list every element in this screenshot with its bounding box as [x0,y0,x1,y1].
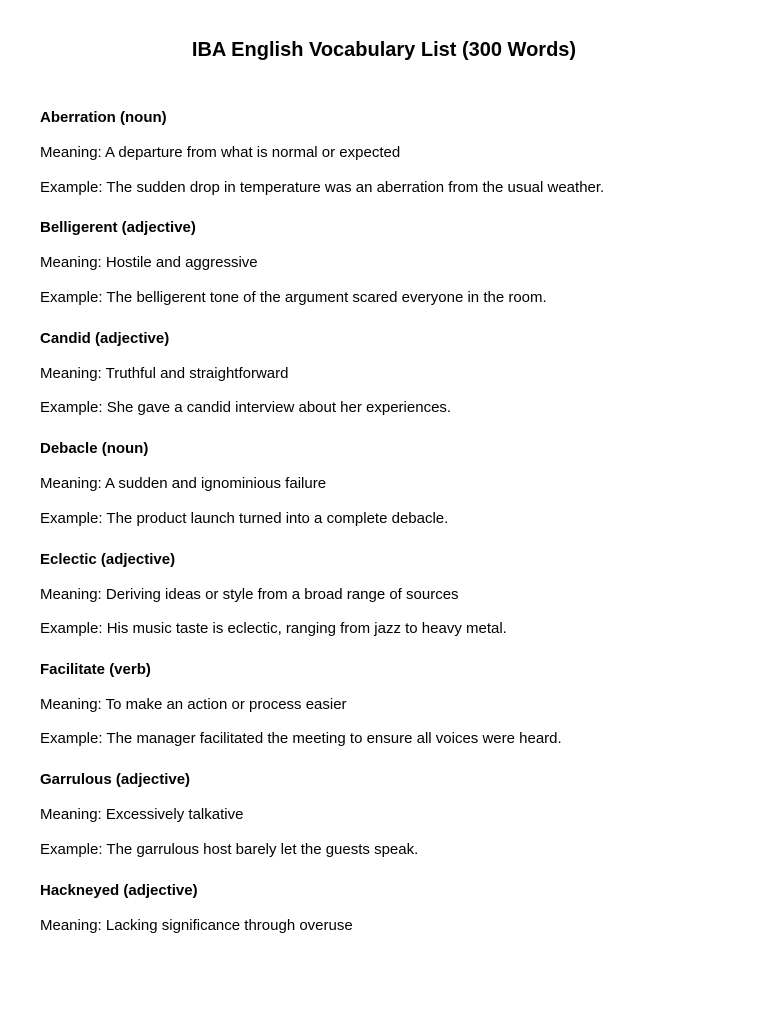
entry-term: Belligerent (adjective) [40,219,196,237]
entry-term: Aberration (noun) [40,109,167,126]
entry-meaning: Meaning: Lacking significance through overuse [40,916,353,934]
entry-meaning: Meaning: Excessively talkative [40,806,244,824]
entry-example: Example: The sudden drop in temperature was an aberration from the usual weather. [40,178,605,196]
vocabulary-entry [40,439,728,549]
entry-term: Facilitate (verb) [40,660,151,678]
entry-term: Garrulous (adjective) [40,771,191,789]
entry-term: Eclectic (adjective) [40,550,176,568]
entry-meaning: Meaning: Deriving ideas or style from a broad range of sources [40,585,459,603]
vocabulary-entry [40,329,728,439]
entry-meaning: Meaning: A departure from what is normal or expected [40,144,401,161]
vocabulary-entry [40,550,728,660]
entry-example: Example: The garrulous host barely let the guests speak. [40,840,419,858]
entry-meaning: Meaning: A sudden and ignominious failure [40,475,327,493]
entry-meaning: Meaning: To make an action or process easier [40,695,347,713]
vocabulary-entry [40,770,728,880]
vocabulary-entry [40,660,728,770]
entry-example: Example: The belligerent tone of the argument scared everyone in the room. [40,288,547,306]
entry-meaning: Meaning: Truthful and straightforward [40,364,289,382]
vocabulary-entry [40,218,728,328]
entry-example: Example: The manager facilitated the meeting to ensure all voices were heard. [40,730,562,748]
vocabulary-entry [40,108,728,218]
entry-example: Example: The product launch turned into a complete debacle. [40,509,449,527]
entry-example: Example: His music taste is eclectic, ranging from jazz to heavy metal. [40,620,507,638]
entry-example: Example: She gave a candid interview about her experiences. [40,399,452,417]
vocabulary-entry [40,881,728,991]
entry-term: Debacle (noun) [40,440,149,458]
entry-term: Hackneyed (adjective) [40,881,198,899]
document-title: IBA English Vocabulary List (300 Words) [191,39,577,61]
entry-meaning: Meaning: Hostile and aggressive [40,254,258,272]
entry-term: Candid (adjective) [40,329,170,347]
vocabulary-list [40,108,728,991]
